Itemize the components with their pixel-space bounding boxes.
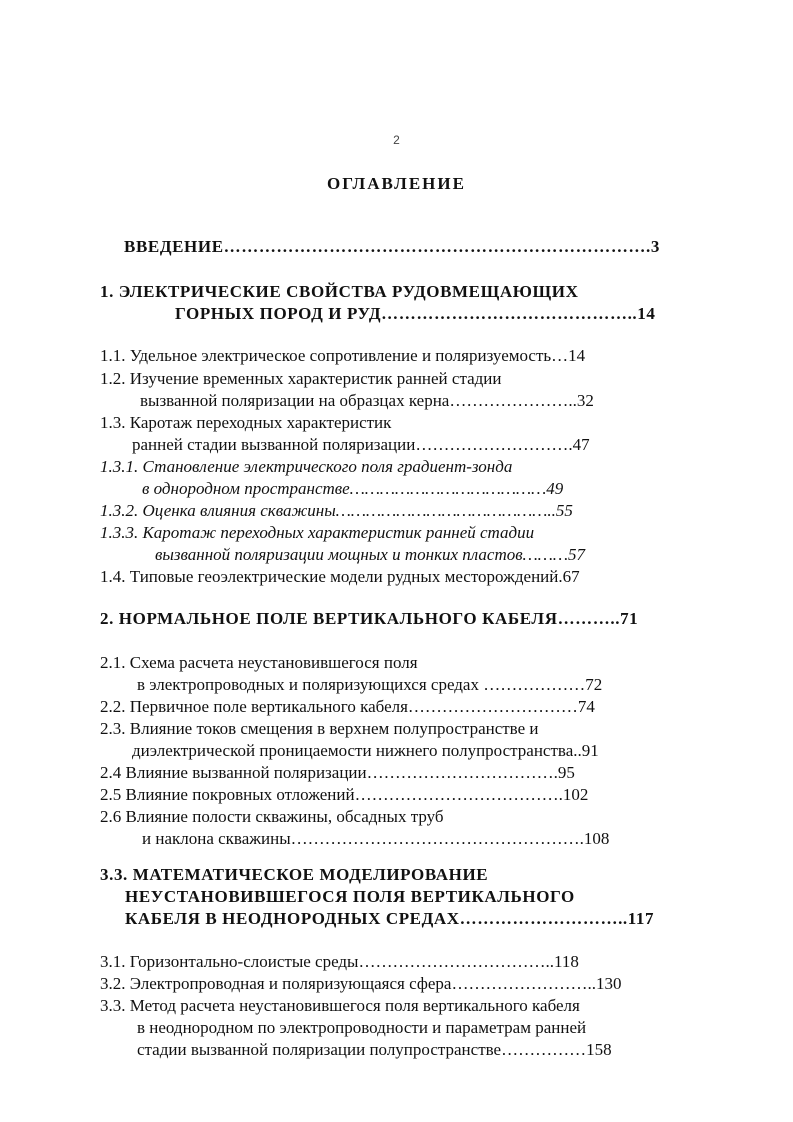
toc-entry-2-6-line-2: и наклона скважины…………………………………………….108 [142, 829, 610, 848]
toc-chapter-1-line-2: ГОРНЫХ ПОРОД И РУД……………………………………..14 [175, 304, 656, 323]
toc-entry-1-4: 1.4. Типовые геоэлектрические модели рудных месторождений.67 [100, 567, 580, 586]
toc-entry-1-2-line-1: 1.2. Изучение временных характеристик ранней стадии [100, 369, 502, 388]
toc-entry-2-5: 2.5 Влияние покровных отложений……………………………….102 [100, 785, 589, 804]
toc-entry-1-2-line-2: вызванной поляризации на образцах керна…………………..32 [140, 391, 594, 410]
toc-chapter-2: 2. НОРМАЛЬНОЕ ПОЛЕ ВЕРТИКАЛЬНОГО КАБЕЛЯ………..71 [100, 609, 639, 628]
toc-entry-1-3-1-line-1: 1.3.1. Становление электрического поля градиент-зонда [100, 457, 513, 476]
toc-entry-3-3-line-3: стадии вызванной поляризации полупространстве……………158 [137, 1040, 612, 1059]
toc-entry-3-3-line-1: 3.3. Метод расчета неустановившегося поля вертикального кабеля [100, 996, 580, 1015]
toc-entry-1-3-3-line-1: 1.3.3. Каротаж переходных характеристик ранней стадии [100, 523, 535, 542]
toc-chapter-3-line-1: 3.3. МАТЕМАТИЧЕСКОЕ МОДЕЛИРОВАНИЕ [100, 865, 489, 884]
toc-entry-1-3-3-line-2: вызванной поляризации мощных и тонких пластов………57 [155, 545, 585, 564]
toc-entry-3-1: 3.1. Горизонтально-слоистые среды……………………………..118 [100, 952, 579, 971]
toc-entry-2-1-line-2: в электропроводных и поляризующихся средах ………………72 [137, 675, 603, 694]
page-number: 2 [393, 133, 400, 147]
toc-entry-introduction: ВВЕДЕНИЕ……………………………………………………………….3 [124, 237, 660, 256]
toc-entry-3-2: 3.2. Электропроводная и поляризующаяся сфера……………………..130 [100, 974, 622, 993]
toc-entry-1-3-2: 1.3.2. Оценка влияния скважины……………………………………..55 [100, 501, 573, 520]
toc-chapter-3-line-2: НЕУСТАНОВИВШЕГОСЯ ПОЛЯ ВЕРТИКАЛЬНОГО [125, 887, 575, 906]
toc-entry-2-2: 2.2. Первичное поле вертикального кабеля…………………………74 [100, 697, 595, 716]
toc-entry-2-1-line-1: 2.1. Схема расчета неустановившегося поля [100, 653, 418, 672]
toc-entry-2-4: 2.4 Влияние вызванной поляризации…………………………….95 [100, 763, 575, 782]
toc-entry-1-1: 1.1. Удельное электрическое сопротивление и поляризуемость…14 [100, 346, 586, 365]
toc-chapter-1-line-1: 1. ЭЛЕКТРИЧЕСКИЕ СВОЙСТВА РУДОВМЕЩАЮЩИХ [100, 282, 579, 301]
toc-chapter-3-line-3: КАБЕЛЯ В НЕОДНОРОДНЫХ СРЕДАХ………………………..117 [125, 909, 655, 928]
toc-entry-2-6-line-1: 2.6 Влияние полости скважины, обсадных труб [100, 807, 444, 826]
toc-entry-1-3-1-line-2: в однородном пространстве…………………………………49 [142, 479, 564, 498]
page-title: ОГЛАВЛЕНИЕ [327, 174, 466, 193]
toc-entry-1-3-line-1: 1.3. Каротаж переходных характеристик [100, 413, 392, 432]
toc-entry-1-3-line-2: ранней стадии вызванной поляризации……………………….47 [132, 435, 590, 454]
toc-entry-2-3-line-2: диэлектрической проницаемости нижнего полупространства..91 [132, 741, 599, 760]
toc-entry-3-3-line-2: в неоднородном по электропроводности и параметрам ранней [137, 1018, 587, 1037]
toc-entry-2-3-line-1: 2.3. Влияние токов смещения в верхнем полупространстве и [100, 719, 539, 738]
